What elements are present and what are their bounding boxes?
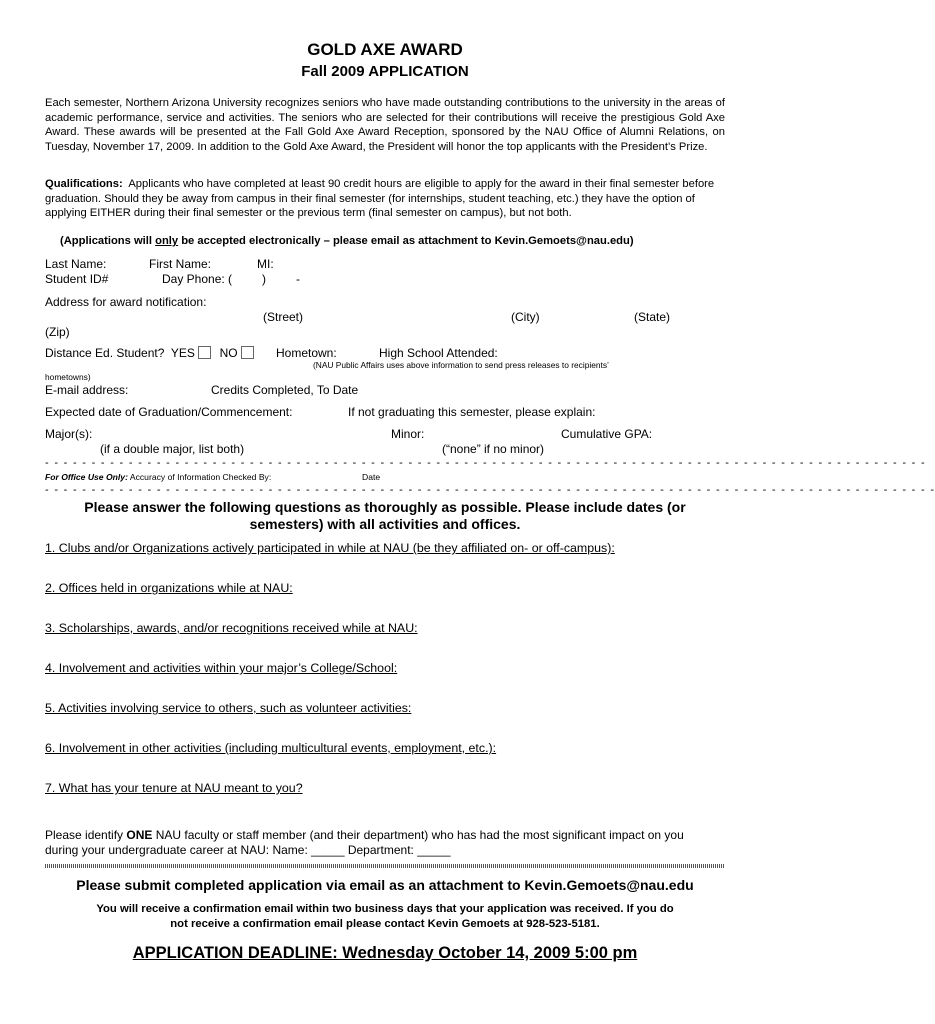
instructions (0, 499, 770, 533)
faculty-one: ONE (126, 828, 153, 842)
instructions-line-2: semesters) with all activities and offices. (249, 516, 521, 532)
mi-label: MI: (257, 257, 274, 271)
faculty-post: NAU faculty or staff member (and their department) who has had the most significant impact on you (152, 828, 684, 842)
question-5: 5. Activities involving service to others, such as volunteer activities: (45, 701, 412, 715)
day-phone-label: Day Phone: ( ) - (162, 272, 301, 286)
distance-ed-label: Distance Ed. Student? (45, 346, 165, 360)
credits-label: Credits Completed, To Date (211, 383, 359, 397)
office-use-date: Date (362, 472, 381, 482)
office-use-label: For Office Use Only: (45, 472, 128, 482)
hometown-label: Hometown: (276, 346, 337, 360)
public-affairs-note: (NAU Public Affairs uses above information to send press releases to recipients’ (313, 360, 609, 370)
minor-label: Minor: (391, 427, 425, 441)
street-label: (Street) (263, 310, 304, 324)
gpa-label: Cumulative GPA: (561, 427, 653, 441)
confirmation-note (0, 902, 770, 931)
page-title: GOLD AXE AWARD (307, 40, 463, 59)
electronic-note-post: be accepted electronically – please email as attachment to Kevin.Gemoets@nau.edu) (178, 235, 634, 247)
instructions-line-1: Please answer the following questions as thoroughly as possible. Please include dates (or (84, 499, 686, 515)
faculty-line-2: during your undergraduate career at NAU: Name: _____ Department: _____ (45, 843, 451, 857)
no-label: NO (219, 346, 238, 360)
last-name-label: Last Name: (45, 257, 107, 271)
yes-checkbox[interactable] (198, 346, 211, 359)
majors-label: Major(s): (45, 427, 93, 441)
student-id-label: Student ID# (45, 272, 109, 286)
faculty-line-1 (45, 828, 684, 842)
electronic-note (60, 235, 634, 247)
zip-label: (Zip) (45, 325, 70, 339)
question-1: 1. Clubs and/or Organizations actively participated in while at NAU (be they affiliated on- or off-campus): (45, 541, 615, 555)
office-use-checked: Accuracy of Information Checked By: (129, 472, 272, 482)
expected-grad-label: Expected date of Graduation/Commencement: (45, 405, 293, 419)
qualifications-paragraph (45, 177, 725, 221)
divider-bottom: - - - - - - - - - - - - - - - - - - - - - - - - - - - - - - - - - - - - - - - - - - - - - - - - - - - - - - - - - - - - - - - - - - - - - - - - - - - - - - - - - - - - - - - - - - - - - - - - (45, 484, 935, 496)
qualifications-text: Applicants who have completed at least 90 credit hours are eligible to apply for the award in their final semester before graduation. Should they be away from campus in their final semester (for internships, student teaching, etc.) they have the option of applying EITHER during their final semester or the previous term (final semester on campus), but not both. (45, 178, 715, 220)
question-6: 6. Involvement in other activities (including multicultural events, employment, etc.): (45, 741, 497, 755)
public-affairs-hometowns: hometowns) (45, 372, 91, 382)
no-checkbox[interactable] (241, 346, 254, 359)
intro-paragraph: Each semester, Northern Arizona University recognizes seniors who have made outstanding contributions to the university in the areas of academic performance, service and activities. The seniors who are selected for their contributions will receive the prestigious Gold Axe Award. These awards will be presented at the Fall Gold Axe Award Reception, sponsored by the NAU Office of Alumni Relations, on Tuesday, November 17, 2009. In addition to the Gold Axe Award, the President will honor the top applicants with the President’s Prize. (45, 97, 725, 153)
question-2: 2. Offices held in organizations while at NAU: (45, 581, 293, 595)
no-minor-note: (“none” if no minor) (442, 442, 545, 456)
qualifications-label: Qualifications: (45, 178, 123, 190)
not-graduating-label: If not graduating this semester, please explain: (348, 405, 596, 419)
faculty-pre: Please identify (45, 828, 127, 842)
question-3: 3. Scholarships, awards, and/or recognitions received while at NAU: (45, 621, 418, 635)
page-subtitle: Fall 2009 APPLICATION (301, 63, 469, 80)
first-name-label: First Name: (149, 257, 212, 271)
yes-label: YES (170, 346, 195, 360)
email-label: E-mail address: (45, 383, 129, 397)
double-major-note: (if a double major, list both) (100, 442, 245, 456)
address-label: Address for award notification: (45, 295, 207, 309)
office-use-row (45, 472, 271, 482)
state-label: (State) (634, 310, 671, 324)
confirmation-line-1: You will receive a confirmation email within two business days that your application was received. If you do (96, 903, 674, 915)
submit-instructions: Please submit completed application via email as an attachment to Kevin.Gemoets@nau.edu (76, 877, 694, 893)
distance-ed-row (45, 346, 256, 360)
dotted-divider (45, 864, 725, 868)
high-school-label: High School Attended: (379, 346, 498, 360)
question-4: 4. Involvement and activities within your major’s College/School: (45, 661, 398, 675)
divider-top: - - - - - - - - - - - - - - - - - - - - - - - - - - - - - - - - - - - - - - - - - - - - - - - - - - - - - - - - - - - - - - - - - - - - - - - - - - - - - - - - - - - - - - - - - - - - - - - (45, 457, 926, 469)
electronic-note-pre: (Applications will (60, 235, 156, 247)
confirmation-line-2: not receive a confirmation email please contact Kevin Gemoets at 928-523-5181. (170, 917, 600, 930)
electronic-note-only: only (155, 235, 179, 247)
question-7: 7. What has your tenure at NAU meant to you? (45, 781, 303, 795)
city-label: (City) (511, 310, 540, 324)
application-deadline: APPLICATION DEADLINE: Wednesday October 14, 2009 5:00 pm (132, 944, 638, 962)
